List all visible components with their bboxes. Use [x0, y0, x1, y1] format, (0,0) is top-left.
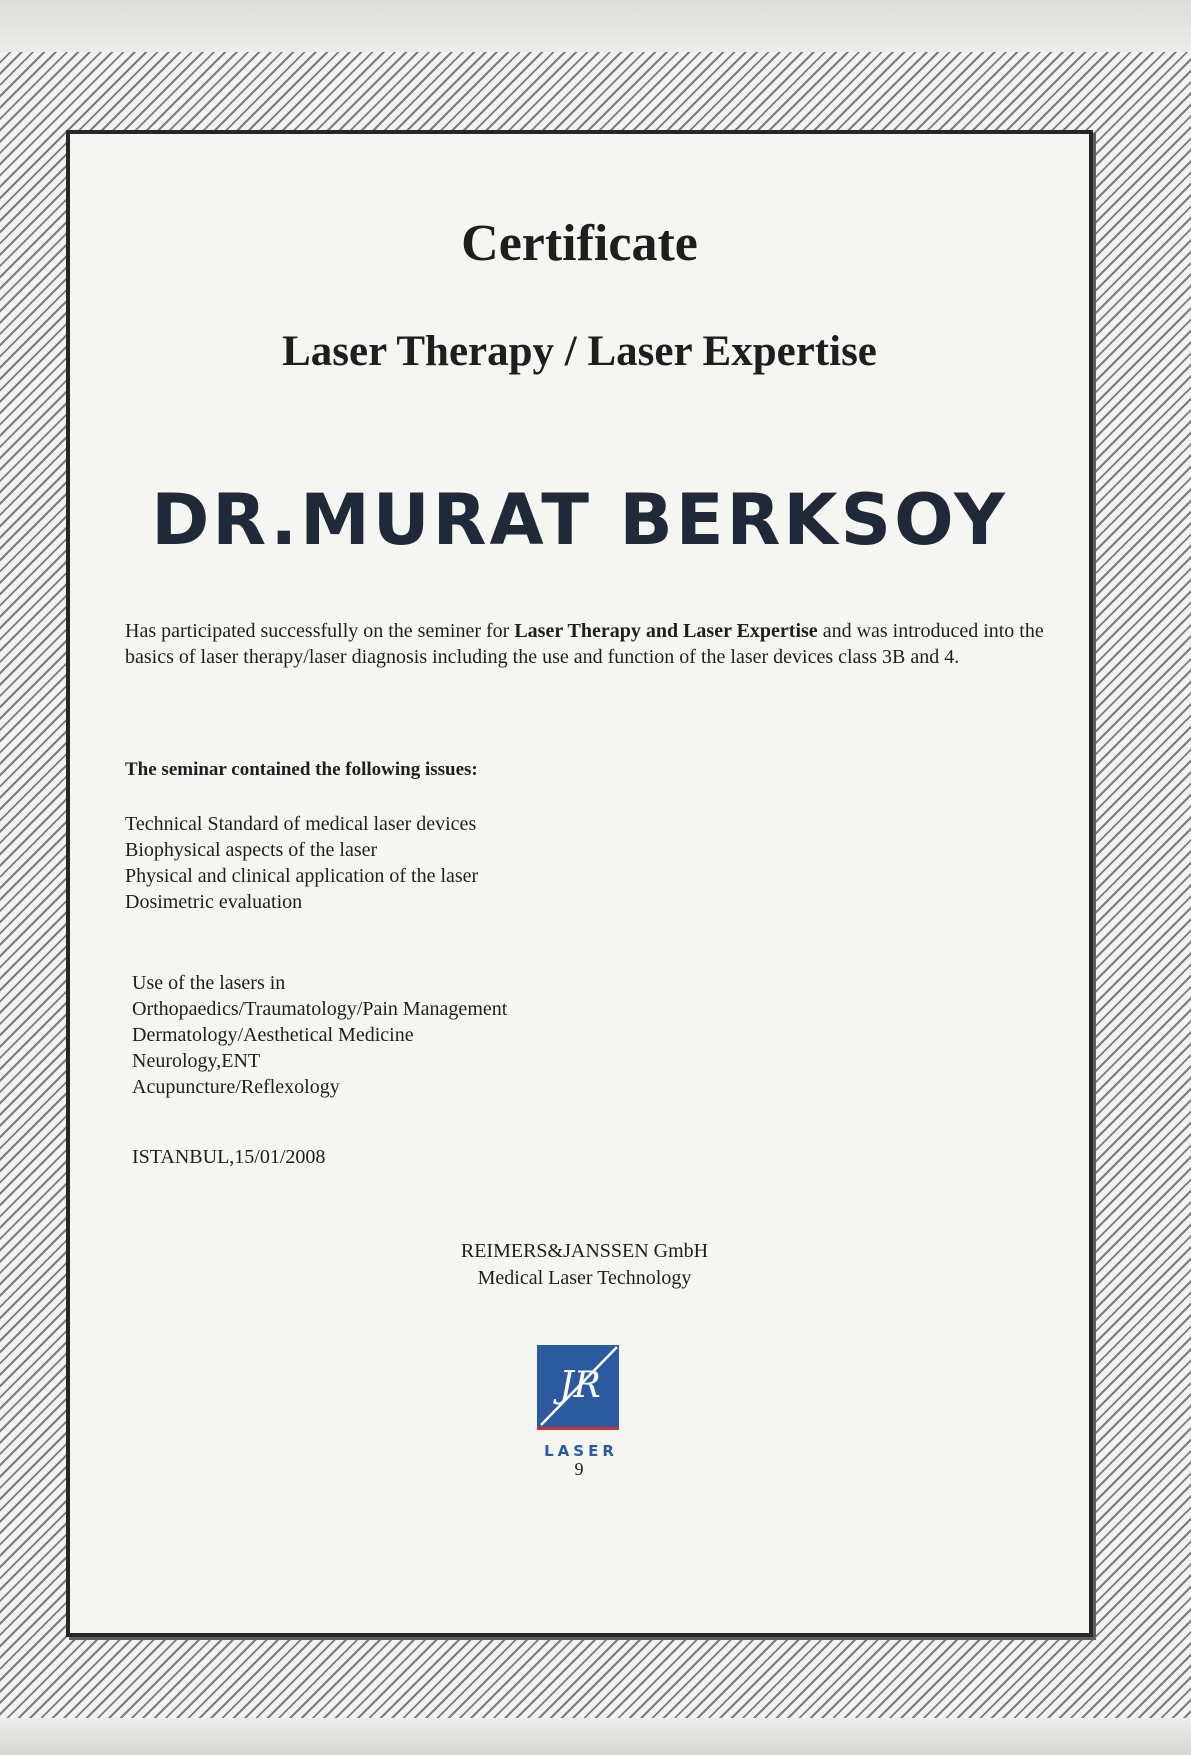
usage-item: Neurology,ENT — [132, 1050, 261, 1072]
recipient-name: DR.MURAT BERKSOY — [151, 479, 1008, 561]
company-logo — [537, 1345, 621, 1478]
frame-bottom-edge — [0, 1718, 1191, 1755]
statement-seminar-name: Laser Therapy and Laser Expertise — [514, 620, 818, 642]
issues-heading: The seminar contained the following issues: — [125, 759, 478, 780]
usage-heading: Use of the lasers in — [132, 972, 286, 994]
certificate-subtitle: Laser Therapy / Laser Expertise — [282, 328, 877, 375]
place-and-date: ISTANBUL,15/01/2008 — [132, 1146, 326, 1168]
statement-text-start: Has participated successfully on the seminer for — [125, 620, 515, 642]
logo-monogram: JR — [559, 1365, 601, 1406]
issuer-tagline: Medical Laser Technology — [477, 1267, 692, 1289]
issues-list — [125, 811, 478, 915]
participation-statement — [125, 618, 1045, 670]
usage-item: Acupuncture/Reflexology — [132, 1076, 340, 1098]
usage-list — [132, 996, 507, 1100]
jr-laser-logo-icon — [537, 1345, 619, 1427]
issue-item: Physical and clinical application of the laser — [125, 865, 479, 887]
issue-item: Technical Standard of medical laser devices — [125, 813, 477, 835]
usage-item: Orthopaedics/Traumatology/Pain Management — [132, 998, 508, 1020]
certificate-title: Certificate — [461, 215, 698, 272]
certificate-paper — [66, 130, 1093, 1637]
logo-red-underline — [537, 1427, 619, 1430]
logo-number: 9 — [574, 1459, 584, 1479]
logo-brand-text: LASER — [544, 1442, 618, 1460]
frame-top-edge — [0, 0, 1191, 52]
statement-text-end: and was introduced into the basics of laser therapy/laser diagnosis including the use and function of the laser devices class 3B and 4. — [125, 620, 1044, 668]
issuer-name: REIMERS&JANSSEN GmbH — [460, 1240, 709, 1262]
issue-item: Dosimetric evaluation — [125, 891, 303, 913]
issuer-block — [70, 1238, 1089, 1292]
issue-item: Biophysical aspects of the laser — [125, 839, 378, 861]
usage-item: Dermatology/Aesthetical Medicine — [132, 1024, 414, 1046]
laser-usage-block — [132, 970, 507, 1100]
